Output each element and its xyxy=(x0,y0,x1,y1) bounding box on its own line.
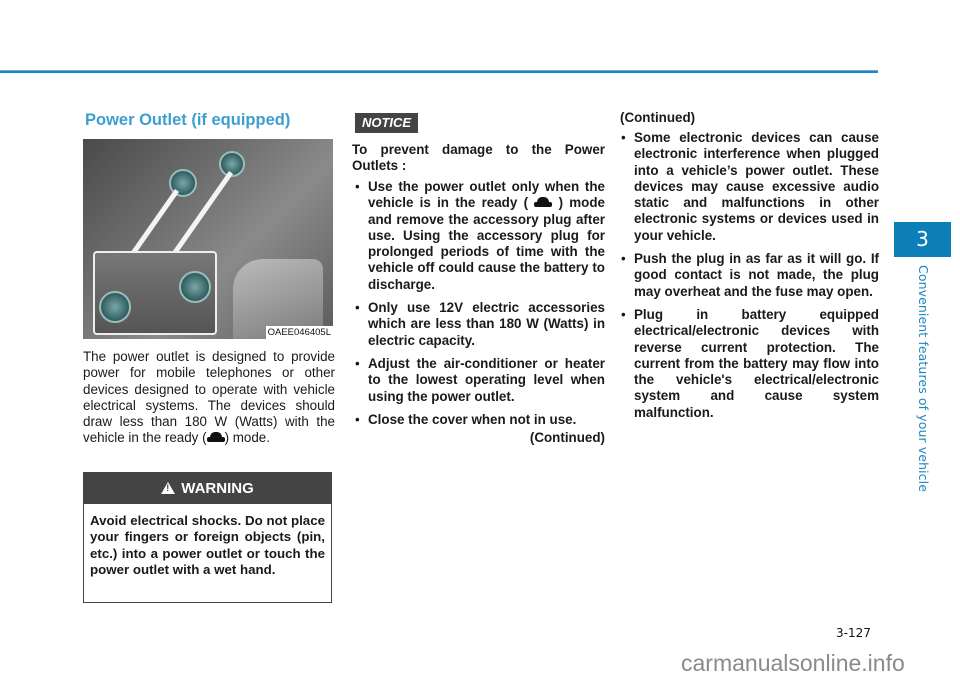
notice-intro: To prevent damage to the Power Outlets : xyxy=(352,142,605,174)
continued-item: • Plug in battery equipped electrical/electronic devices with reverse current protection. The current from the battery may flow into the vehicle's electrical/electronic system and cause system malfunction. xyxy=(620,307,879,421)
notice-badge: NOTICE xyxy=(355,113,418,133)
callout-beam xyxy=(129,189,179,257)
header-rule xyxy=(0,70,878,73)
body-text-part: ) mode. xyxy=(224,430,270,446)
continued-item: • Push the plug in as far as it will go. If good contact is not made, the plug may overheat and the fuse may open. xyxy=(620,251,879,300)
body-text-part: The power outlet is designed to provide power for mobile telephones or other devices designed to operate with vehicle electrical systems. The devices should draw less than 180 W (Watts) with the vehicle in the ready ( xyxy=(83,349,335,446)
outlet-inset-right xyxy=(179,271,211,303)
chapter-title: Convenient features of your vehicle xyxy=(916,265,931,493)
notice-item-text: Use the power outlet only when the vehicle is in the ready ( xyxy=(368,179,605,211)
notice-item: • Adjust the air-conditioner or heater to the lowest operating level when using the power outlet. xyxy=(354,356,605,405)
warning-box xyxy=(83,472,332,603)
section-title: Power Outlet (if equipped) xyxy=(85,111,291,129)
figure-inset xyxy=(93,251,217,335)
chapter-number-tab: 3 xyxy=(894,222,951,257)
page-number: 3-127 xyxy=(836,626,871,640)
notice-item: • Only use 12V electric accessories which are less than 180 W (Watts) in electric capacity. xyxy=(354,300,605,349)
warning-header xyxy=(84,473,331,504)
ready-mode-car-icon xyxy=(207,432,225,443)
notice-item xyxy=(354,179,605,293)
continued-item: • Some electronic devices can cause electronic interference when plugged into a vehicle’s power outlet. These devices may cause excessive audio static and malfunctions in other electronic systems or devices used in your vehicle. xyxy=(620,130,879,244)
continued-list xyxy=(620,130,879,428)
watermark: carmanualsonline.info xyxy=(681,650,905,676)
notice-item: • Close the cover when not in use. xyxy=(354,412,605,428)
warning-label: WARNING xyxy=(181,480,254,497)
ready-mode-car-icon xyxy=(534,197,552,208)
notice-list xyxy=(354,179,605,446)
notice-item-text: ) mode and remove the accessory plug after use. Using the accessory plug for prolonged periods of time with the vehicle off could cause the battery to discharge. xyxy=(368,195,605,292)
figure-code: OAEE046405L xyxy=(267,327,331,338)
power-outlet-figure xyxy=(83,139,333,339)
warning-triangle-icon xyxy=(161,482,175,494)
body-paragraph xyxy=(83,349,335,447)
continued-label: (Continued) xyxy=(529,430,605,446)
warning-text: Avoid electrical shocks. Do not place your fingers or foreign objects (pin, etc.) into a power outlet or touch the power outlet with a wet hand. xyxy=(90,513,325,577)
continued-heading: (Continued) xyxy=(620,110,696,125)
outlet-inset-left xyxy=(99,291,131,323)
